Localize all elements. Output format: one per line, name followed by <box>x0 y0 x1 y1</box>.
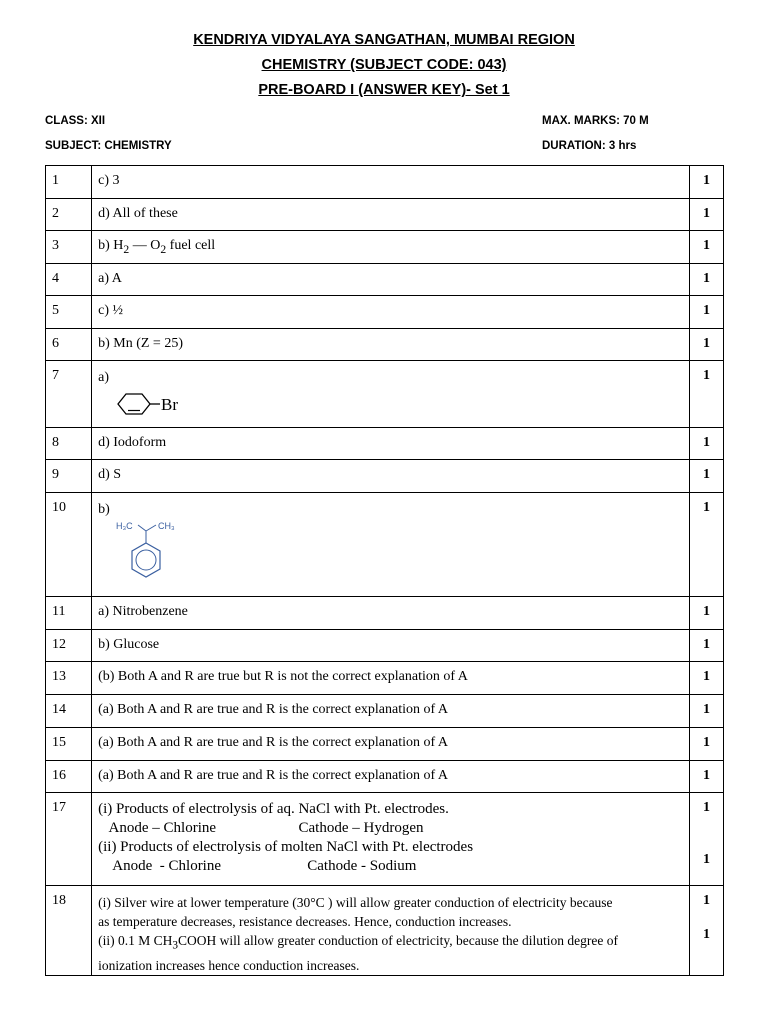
subscript: 2 <box>123 242 130 256</box>
marks: 1 <box>689 199 723 231</box>
marks: 1 <box>689 231 723 264</box>
methyl-right-label: CH₃ <box>158 521 175 531</box>
marks: 1 <box>689 493 723 597</box>
marks <box>689 793 723 886</box>
question-number: 10 <box>46 493 92 597</box>
marks: 1 <box>689 329 723 361</box>
marks: 1 <box>689 695 723 728</box>
question-number: 14 <box>46 695 92 728</box>
answer-text <box>92 231 690 264</box>
answer-text: (a) Both A and R are true and R is the correct explanation of A <box>92 728 690 761</box>
table-row <box>46 428 724 460</box>
question-number: 13 <box>46 662 92 695</box>
answer-part: fuel cell <box>166 238 216 253</box>
answer-text: c) 3 <box>92 166 690 199</box>
answer-text: a) Nitrobenzene <box>92 597 690 630</box>
answer-text <box>92 493 690 597</box>
question-number: 12 <box>46 630 92 662</box>
table-row <box>46 695 724 728</box>
table-row <box>46 296 724 329</box>
answer-text: b) Mn (Z = 25) <box>92 329 690 361</box>
answer-part: (ii) 0.1 M CH <box>98 933 173 948</box>
question-number: 7 <box>46 361 92 428</box>
duration-label: DURATION: 3 hrs <box>542 140 637 152</box>
answer-line: Anode - Chlorine Cathode - Sodium <box>98 858 417 874</box>
answer-text: a) A <box>92 264 690 296</box>
answer-line: Anode – Chlorine Cathode – Hydrogen <box>98 820 424 836</box>
answer-line: (ii) Products of electrolysis of molten NaCl with Pt. electrodes <box>98 839 474 855</box>
question-number: 11 <box>46 597 92 630</box>
table-row <box>46 662 724 695</box>
table-row <box>46 597 724 630</box>
table-row <box>46 264 724 296</box>
question-number: 16 <box>46 761 92 793</box>
marks: 1 <box>689 761 723 793</box>
answer-part: COOH will allow greater conduction of electricity, because the dilution degree of <box>177 933 618 948</box>
answer-text: (b) Both A and R are true but R is not the correct explanation of A <box>92 662 690 695</box>
marks-part: 1 <box>702 852 710 867</box>
answer-text: b) Glucose <box>92 630 690 662</box>
table-row <box>46 361 724 428</box>
question-number: 18 <box>46 886 92 976</box>
answer-text <box>92 361 690 428</box>
marks-part: 1 <box>702 927 710 942</box>
max-marks-label: MAX. MARKS: 70 M <box>542 115 649 127</box>
answer-line: (i) Products of electrolysis of aq. NaCl with Pt. electrodes. <box>98 801 449 817</box>
cumene-structure <box>98 519 218 591</box>
subscript: 3 <box>172 939 178 952</box>
answer-option: b) <box>98 502 110 517</box>
table-row <box>46 199 724 231</box>
marks: 1 <box>689 460 723 493</box>
table-row <box>46 793 724 886</box>
marks: 1 <box>689 728 723 761</box>
question-number: 6 <box>46 329 92 361</box>
class-label: CLASS: XII <box>45 115 106 127</box>
header-subject-code: CHEMISTRY (SUBJECT CODE: 043) <box>261 57 507 73</box>
marks <box>689 886 723 976</box>
marks: 1 <box>689 166 723 199</box>
table-row <box>46 166 724 199</box>
answer-line: ionization increases hence conduction increases. <box>98 957 360 973</box>
answer-text <box>92 793 690 886</box>
answer-text <box>92 886 690 976</box>
table-row <box>46 493 724 597</box>
bromocyclohexene-structure <box>98 387 208 419</box>
bromine-label: Br <box>161 395 179 414</box>
marks: 1 <box>689 264 723 296</box>
table-row <box>46 329 724 361</box>
question-number: 15 <box>46 728 92 761</box>
question-number: 17 <box>46 793 92 886</box>
marks: 1 <box>689 630 723 662</box>
marks-part: 1 <box>702 800 710 815</box>
answer-line <box>98 931 689 956</box>
question-number: 8 <box>46 428 92 460</box>
marks: 1 <box>689 662 723 695</box>
header-exam: PRE-BOARD I (ANSWER KEY)- Set 1 <box>258 82 510 98</box>
answer-part: — O <box>129 238 161 253</box>
marks: 1 <box>689 361 723 428</box>
subscript: 2 <box>160 242 167 256</box>
question-number: 4 <box>46 264 92 296</box>
answer-text: (a) Both A and R are true and R is the correct explanation of A <box>92 695 690 728</box>
answer-line: as temperature decreases, resistance decreases. Hence, conduction increases. <box>98 914 512 929</box>
subject-label: SUBJECT: CHEMISTRY <box>45 140 172 152</box>
table-row <box>46 460 724 493</box>
answer-text: d) Iodoform <box>92 428 690 460</box>
marks: 1 <box>689 296 723 329</box>
answer-line: (i) Silver wire at lower temperature (30°C ) will allow greater conduction of electricity because <box>98 895 613 910</box>
methyl-left-label: H₃C <box>116 521 133 531</box>
answer-part: b) H <box>98 238 124 253</box>
question-number: 5 <box>46 296 92 329</box>
answer-text: (a) Both A and R are true and R is the correct explanation of A <box>92 761 690 793</box>
table-row <box>46 231 724 264</box>
marks-part: 1 <box>702 893 710 908</box>
question-number: 2 <box>46 199 92 231</box>
answer-text: d) S <box>92 460 690 493</box>
answer-key-table <box>45 165 724 976</box>
marks: 1 <box>689 597 723 630</box>
table-row <box>46 886 724 976</box>
answer-text: c) ½ <box>92 296 690 329</box>
answer-text: d) All of these <box>92 199 690 231</box>
question-number: 3 <box>46 231 92 264</box>
question-number: 1 <box>46 166 92 199</box>
question-number: 9 <box>46 460 92 493</box>
marks: 1 <box>689 428 723 460</box>
answer-option: a) <box>98 370 109 385</box>
header-title: KENDRIYA VIDYALAYA SANGATHAN, MUMBAI REGION <box>193 32 575 48</box>
table-row <box>46 728 724 761</box>
table-row <box>46 630 724 662</box>
table-row <box>46 761 724 793</box>
